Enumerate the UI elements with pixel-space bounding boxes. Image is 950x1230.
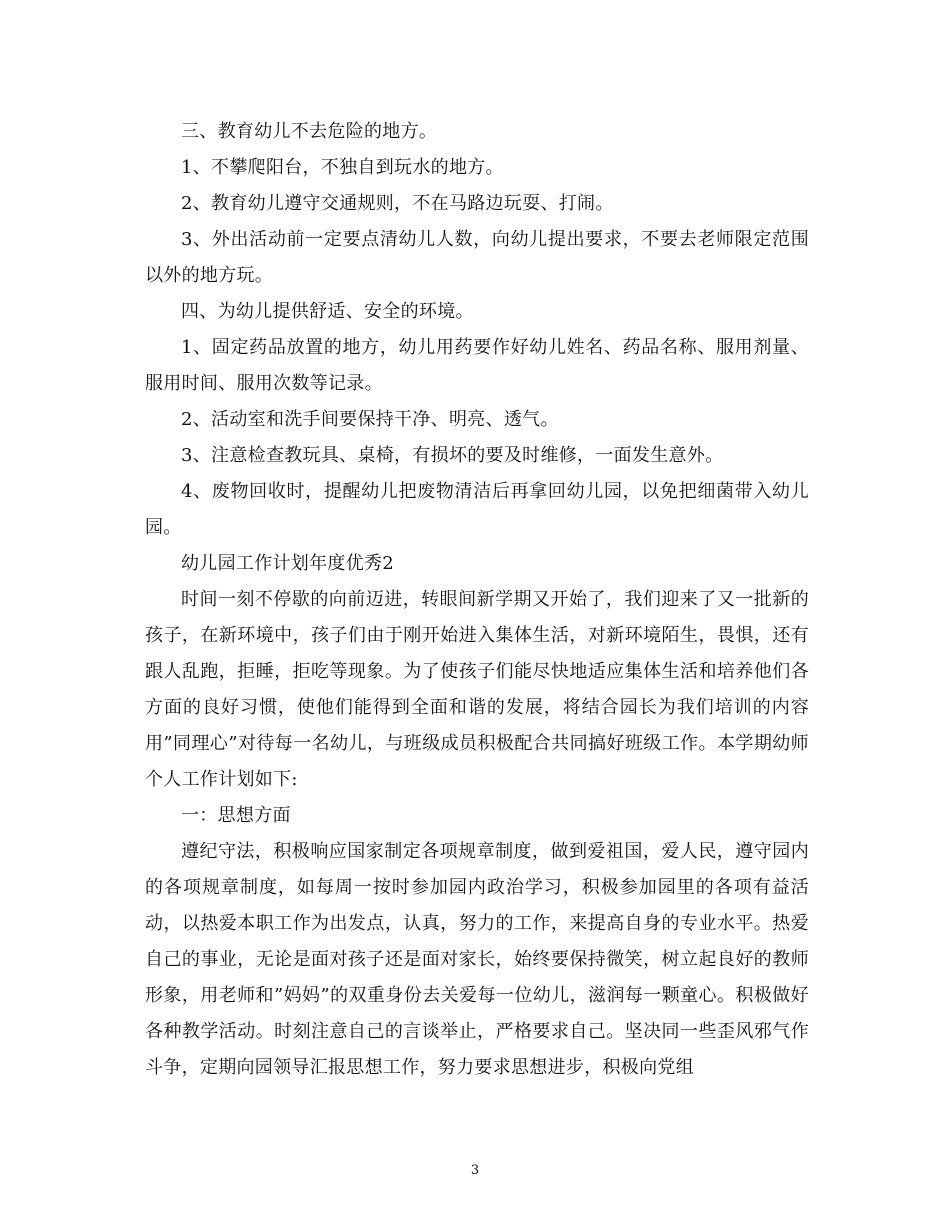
paragraph: 4、废物回收时，提醒幼儿把废物清洁后再拿回幼儿园，以免把细菌带入幼儿园。 — [145, 481, 809, 538]
document-body — [145, 114, 809, 1086]
paragraph: 遵纪守法，积极响应国家制定各项规章制度，做到爱祖国，爱人民，遵守园内的各项规章制度，如每周一按时参加园内政治学习，积极参加园里的各项有益活动，以热爱本职工作为出发点，认真，努力的工作，来提高自身的专业水平。热爱自己的事业，无论是面对孩子还是面对家长，始终要保持微笑，树立起良好的教师形象，用老师和”妈妈”的双重身份去关爱每一位幼儿，滋润每一颗童心。积极做好各种教学活动。时刻注意自己的言谈举止，严格要求自己。坚决同一些歪风邪气作斗争，定期向园领导汇报思想工作，努力要求思想进步，积极向党组 — [145, 841, 809, 1078]
page-number: 3 — [470, 1163, 480, 1178]
paragraph: 3、外出活动前一定要点清幼儿人数，向幼儿提出要求，不要去老师限定范围以外的地方玩。 — [145, 229, 809, 286]
paragraph: 3、注意检查教玩具、桌椅，有损坏的要及时维修，一面发生意外。 — [181, 445, 724, 466]
paragraph: 三、教育幼儿不去危险的地方。 — [181, 121, 438, 142]
section-heading: 幼儿园工作计划年度优秀2 — [181, 553, 395, 574]
paragraph: 时间一刻不停歇的向前迈进，转眼间新学期又开始了，我们迎来了又一批新的孩子，在新环境中，孩子们由于刚开始进入集体生活，对新环境陌生，畏惧，还有跟人乱跑，拒睡，拒吃等现象。为了使孩子们能尽快地适应集体生活和培养他们各方面的良好习惯，使他们能得到全面和谐的发展，将结合园长为我们培训的内容用”同理心”对待每一名幼儿，与班级成员积极配合共同搞好班级工作。本学期幼师个人工作计划如下: — [145, 589, 809, 790]
paragraph: 2、教育幼儿遵守交通规则，不在马路边玩耍、打闹。 — [181, 193, 614, 214]
paragraph: 1、固定药品放置的地方，幼儿用药要作好幼儿姓名、药品名称、服用剂量、服用时间、服用次数等记录。 — [145, 337, 809, 394]
paragraph: 四、为幼儿提供舒适、安全的环境。 — [181, 301, 474, 322]
section-heading: 一：思想方面 — [181, 805, 291, 826]
paragraph: 2、活动室和洗手间要保持干净、明亮、透气。 — [181, 409, 559, 430]
paragraph: 1、不攀爬阳台，不独自到玩水的地方。 — [181, 157, 504, 178]
